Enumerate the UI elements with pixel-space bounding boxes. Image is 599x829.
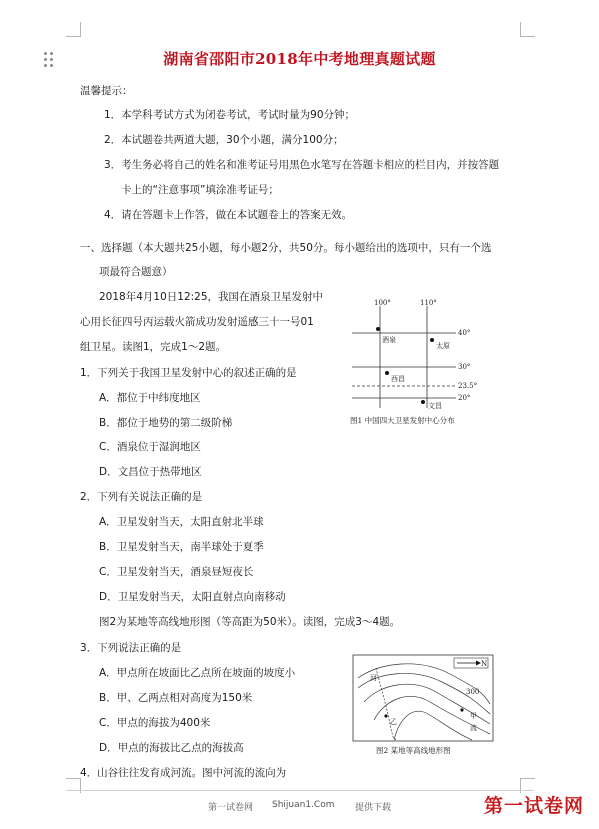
- map-label: 乙: [390, 718, 397, 726]
- document-title: 湖南省邵阳市2018年中考地理真题试题: [163, 50, 436, 68]
- question-stem: 3．下列说法正确的是: [80, 642, 182, 654]
- question-intro: 2018年4月10日12:25，我国在酒泉卫星发射中: [99, 291, 324, 303]
- question-intro: 心用长征四号丙运载火箭成功发射遥感三十一号01: [80, 316, 314, 328]
- page-corner-mark: [520, 22, 535, 37]
- notice-item: 1．本学科考试方式为闭卷考试，考试时量为90分钟；: [104, 109, 356, 121]
- notice-heading: 温馨提示：: [80, 85, 133, 97]
- map-label: 流: [470, 724, 477, 732]
- place-label: 文昌: [428, 402, 442, 410]
- site-logo: 第一试卷网: [484, 795, 585, 817]
- latitude-label: 30°: [458, 363, 471, 371]
- figure-1-map: [346, 296, 506, 431]
- answer-option: A．卫星发射当天，太阳直射北半球: [99, 516, 264, 528]
- place-label: 西昌: [391, 375, 405, 383]
- longitude-label: 100°: [374, 299, 391, 307]
- answer-option: C．甲点的海拔为400米: [99, 717, 211, 729]
- notice-item: 卡上的“注意事项”填涂准考证号；: [121, 184, 279, 196]
- answer-option: D．文昌位于热带地区: [99, 466, 202, 478]
- figure-caption: 图1 中国四大卫星发射中心分布: [350, 416, 455, 425]
- answer-option: B．都位于地势的第二级阶梯: [99, 417, 233, 429]
- answer-option: B．卫星发射当天，南半球处于夏季: [99, 541, 264, 553]
- point-marker: [384, 714, 387, 717]
- question-stem: 2．下列有关说法正确的是: [80, 491, 203, 503]
- section-heading: 项最符合题意）: [99, 266, 173, 278]
- launch-site-marker: [385, 371, 389, 375]
- figure-2-contour-map: [350, 654, 500, 758]
- footer-divider: [66, 790, 534, 791]
- figure-caption: 图2 某地等高线地形图: [376, 746, 451, 755]
- latitude-label: 40°: [458, 329, 471, 337]
- notice-item: 2．本试题卷共两道大题，30个小题，满分100分；: [104, 134, 344, 146]
- launch-site-marker: [421, 400, 425, 404]
- contour-line: [394, 711, 472, 740]
- page-corner-mark: [66, 22, 81, 37]
- launch-site-marker: [376, 327, 380, 331]
- latitude-label: 23.5°: [458, 382, 478, 390]
- footer-site-name: 第一试卷网: [208, 803, 254, 813]
- river-line: [376, 668, 396, 740]
- place-label: 酒泉: [382, 336, 396, 344]
- north-label: N: [481, 660, 488, 668]
- section-heading: 一、选择题（本大题共25小题，每小题2分，共50分。每小题给出的选项中，只有一个选: [80, 242, 492, 254]
- question-intro: 图2为某地等高线地形图（等高距为50米）。读图，完成3～4题。: [99, 616, 401, 628]
- answer-option: C．酒泉位于湿润地区: [99, 441, 201, 453]
- question-stem: 4．山谷往往发育成河流。图中河流的流向为: [80, 767, 287, 779]
- answer-option: A．都位于中纬度地区: [99, 392, 201, 404]
- notice-item: 4．请在答题卡上作答，做在本试题卷上的答案无效。: [104, 209, 353, 221]
- notice-item: 3．考生务必将自己的姓名和准考证号用黑色水笔写在答题卡相应的栏目内，并按答题: [104, 159, 500, 171]
- place-label: 太原: [436, 342, 450, 350]
- answer-option: D．卫星发射当天，太阳直射点向南移动: [99, 591, 286, 603]
- question-intro: 组卫星。读图1，完成1～2题。: [80, 341, 227, 353]
- answer-option: B．甲、乙两点相对高度为150米: [99, 692, 253, 704]
- answer-option: D．甲点的海拔比乙点的海拔高: [99, 742, 244, 754]
- question-stem: 1．下列关于我国卫星发射中心的叙述正确的是: [80, 367, 297, 379]
- map-label: 甲: [470, 712, 477, 720]
- longitude-label: 110°: [420, 299, 437, 307]
- footer-site-url: Shijuan1.Com: [272, 800, 335, 810]
- point-marker: [460, 708, 463, 711]
- footer-download-text: 提供下载: [355, 803, 392, 813]
- answer-option: A．甲点所在坡面比乙点所在坡面的坡度小: [99, 667, 296, 679]
- map-label: 河: [370, 674, 377, 682]
- contour-value-label: 300: [466, 688, 480, 696]
- answer-option: C．卫星发射当天，酒泉昼短夜长: [99, 566, 254, 578]
- launch-site-marker: [430, 338, 434, 342]
- latitude-label: 20°: [458, 394, 471, 402]
